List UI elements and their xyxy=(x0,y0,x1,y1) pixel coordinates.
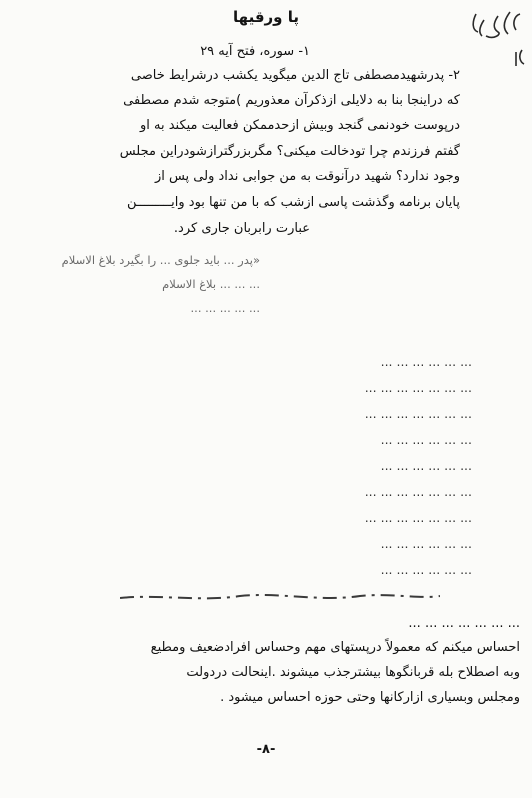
footnote-line: پایان برنامه وگذشت پاسی ازشب که با من تنها بود وایـــــــــن xyxy=(126,195,460,210)
faded-line: ... ... ... ... ... ... ... xyxy=(364,510,472,525)
faded-line: ... ... ... ... ... ... xyxy=(380,536,472,551)
faded-line: ... ... ... ... ... ... xyxy=(380,432,472,447)
handwritten-margin-note xyxy=(464,6,530,76)
footnote-line: گفتم فرزندم چرا تودخالت میکنی؟ مگربزرگترازشودراین مجلس xyxy=(119,144,460,159)
footnote-line: وجود ندارد؟ شهید درآنوقت به من جوابی نداد ولی پس از xyxy=(154,169,460,184)
faded-line: ... ... ... ... ... ... ... xyxy=(364,406,472,421)
footnote-line: ١- سوره، فتح آیه ٢٩ xyxy=(200,44,310,59)
faded-line: ... ... ... ... ... ... xyxy=(380,458,472,473)
scan-smudge xyxy=(120,584,440,614)
faded-line: ... ... ... ... ... ... xyxy=(380,354,472,369)
bottom-line: وبه اصطلاح بله قربانگوها بیشترجذب میشوند .اینحالت دردولت xyxy=(186,665,520,680)
bottom-line: ... ... ... ... ... ... ... xyxy=(408,616,520,631)
bottom-line: ومجلس وبسیاری ازارکانها وحتی حوزه احساس میشود . xyxy=(220,690,520,705)
faint-line: ... ... ... ... ... xyxy=(190,301,260,315)
bottom-line: احساس میکنم که معمولاً درپستهای مهم وحساس افرادضعیف ومطیع xyxy=(150,640,520,655)
footnote-line: درپوست خودنمی گنجد وبیش ازحدممکن فعالیت میکند به او xyxy=(139,118,460,133)
footnote-line: ٢- پدرشهیدمصطفی تاج الدین میگوید یکشب درشرایط خاصی xyxy=(130,68,460,83)
footnote-line: که دراینجا بنا به دلایلی ازذکرآن معذوریم )متوجه شدم مصطفی xyxy=(123,93,460,108)
page-title: پا ورقیها xyxy=(233,8,299,26)
faint-line: «پدر ... باید جلوی ... را بگیرد بلاغ الاسلام xyxy=(61,253,260,267)
faint-line: ... ... ... بلاغ الاسلام xyxy=(162,277,260,291)
faded-line: ... ... ... ... ... ... ... xyxy=(364,380,472,395)
page-number: -۸- xyxy=(256,742,276,757)
faded-line: ... ... ... ... ... ... xyxy=(380,562,472,577)
faded-line: ... ... ... ... ... ... ... xyxy=(364,484,472,499)
footnote-line: عبارت رابربان جاری کرد. xyxy=(173,221,310,236)
